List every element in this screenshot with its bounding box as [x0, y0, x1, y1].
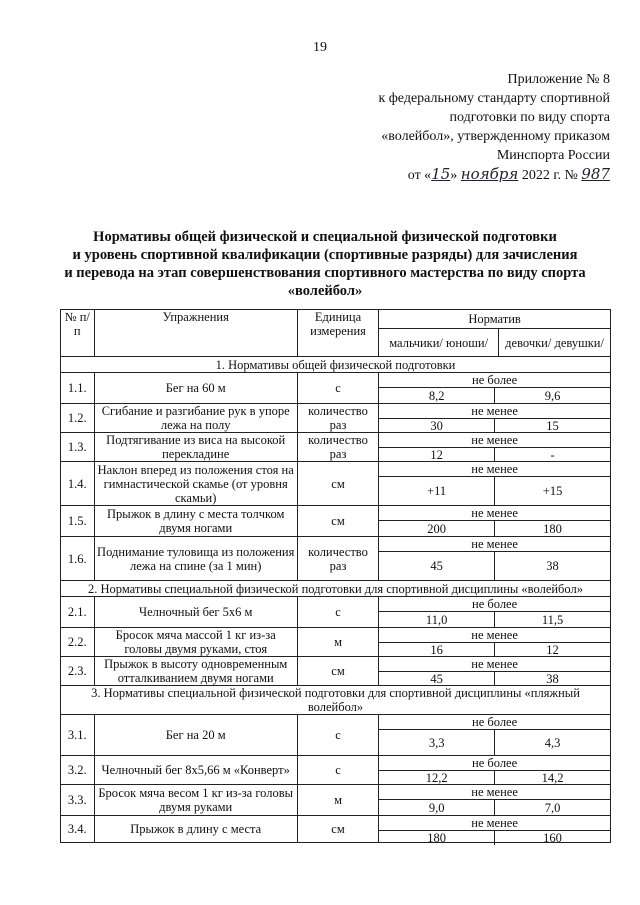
- value-girls: 160: [543, 831, 562, 845]
- value-boys: 180: [379, 831, 495, 845]
- unit-cell: с: [297, 715, 378, 756]
- row-number: 1.5.: [61, 506, 95, 537]
- date-prefix: от «: [407, 168, 432, 183]
- value-girls: 14,2: [541, 771, 564, 785]
- unit-cell: см: [297, 462, 378, 506]
- header-num: № п/п: [61, 310, 95, 357]
- value-girls: 9,6: [544, 388, 561, 403]
- exercise-cell: Челночный бег 5х6 м: [94, 597, 297, 628]
- norm-cell: [379, 756, 611, 785]
- exercise-cell: Бег на 20 м: [94, 715, 297, 756]
- exercise-cell: Бросок мяча весом 1 кг из-за головы двумя руками: [94, 785, 297, 816]
- row-number: 3.3.: [61, 785, 95, 816]
- appendix-line: «волейбол», утвержденному приказом: [381, 129, 610, 144]
- norm-condition: не более: [379, 756, 610, 771]
- exercise-cell: Прыжок в высоту одновременным отталкиванием двумя ногами: [94, 657, 297, 686]
- value-girls: +15: [542, 484, 563, 498]
- exercise-cell: Подтягивание из виса на высокой перекладине: [94, 433, 297, 462]
- appendix-date-line: [310, 165, 610, 185]
- table-row: [61, 657, 611, 686]
- value-boys: 45: [379, 672, 495, 686]
- document-title: [40, 228, 610, 300]
- exercise-cell: Прыжок в длину с места толчком двумя ногами: [94, 506, 297, 537]
- norm-condition: не более: [379, 597, 610, 612]
- row-number: 3.4.: [61, 816, 95, 843]
- norm-cell: [379, 373, 611, 404]
- value-boys: 12,2: [379, 771, 495, 785]
- header-unit: Единица измерения: [297, 310, 378, 357]
- row-number: 3.1.: [61, 715, 95, 756]
- unit-cell: м: [297, 785, 378, 816]
- row-number: 1.6.: [61, 537, 95, 581]
- table-row: [61, 756, 611, 785]
- value-boys: 45: [379, 552, 495, 580]
- unit-cell: количество раз: [297, 404, 378, 433]
- value-girls: 15: [546, 419, 559, 433]
- row-number: 2.3.: [61, 657, 95, 686]
- value-boys: 9,0: [379, 800, 495, 815]
- unit-cell: см: [297, 506, 378, 537]
- value-girls: 180: [543, 521, 562, 536]
- unit-cell: количество раз: [297, 433, 378, 462]
- table-row: [61, 404, 611, 433]
- table-row: [61, 785, 611, 816]
- date-mid: »: [450, 168, 461, 183]
- norm-cell: [379, 404, 611, 433]
- value-boys: 16: [379, 643, 495, 657]
- norm-cell: [379, 537, 611, 581]
- appendix-line: к федеральному стандарту спортивной: [378, 91, 610, 106]
- norms-table: [60, 309, 611, 843]
- norm-condition: не менее: [379, 506, 610, 521]
- value-boys: 12: [379, 448, 495, 462]
- title-line: Нормативы общей физической и специальной физической подготовки: [93, 229, 557, 245]
- section-row: [61, 357, 611, 373]
- handwritten-day: 15: [431, 165, 451, 183]
- page-number: 19: [313, 40, 327, 55]
- header-girls: девочки/ девушки/: [499, 329, 611, 357]
- unit-cell: с: [297, 756, 378, 785]
- value-boys: 3,3: [379, 730, 495, 755]
- value-girls: 38: [546, 672, 559, 686]
- norm-cell: [379, 462, 611, 506]
- row-number: 1.1.: [61, 373, 95, 404]
- value-girls: 11,5: [541, 612, 564, 627]
- appendix-header: [310, 70, 610, 185]
- norm-condition: не более: [379, 373, 610, 388]
- value-boys: 30: [379, 419, 495, 433]
- section-row: [61, 581, 611, 597]
- norm-condition: не менее: [379, 462, 610, 477]
- table-row: [61, 537, 611, 581]
- norm-cell: [379, 506, 611, 537]
- title-line: «волейбол»: [287, 283, 363, 299]
- unit-cell: с: [297, 373, 378, 404]
- section-title: 3. Нормативы специальной физической подготовки для спортивной дисциплины «пляжный волейбол»: [61, 686, 611, 715]
- row-number: 1.3.: [61, 433, 95, 462]
- title-line: и перевода на этап совершенствования спортивного мастерства по виду спорта: [64, 265, 586, 281]
- value-girls: -: [550, 448, 555, 462]
- value-boys: 11,0: [379, 612, 495, 627]
- row-number: 3.2.: [61, 756, 95, 785]
- norm-cell: [379, 433, 611, 462]
- value-girls: 4,3: [544, 735, 561, 750]
- appendix-line: Минспорта России: [496, 148, 610, 163]
- norm-condition: не менее: [379, 816, 610, 831]
- table-row: [61, 373, 611, 404]
- exercise-cell: Поднимание туловища из положения лежа на спине (за 1 мин): [94, 537, 297, 581]
- row-number: 1.4.: [61, 462, 95, 506]
- norm-cell: [379, 785, 611, 816]
- norm-cell: [379, 628, 611, 657]
- value-girls: 38: [546, 559, 559, 573]
- date-year: 2022 г. №: [518, 168, 582, 183]
- value-boys: 8,2: [379, 388, 495, 403]
- unit-cell: м: [297, 628, 378, 657]
- appendix-line: Приложение № 8: [507, 72, 610, 87]
- section-title: 2. Нормативы специальной физической подготовки для спортивной дисциплины «волейбол»: [61, 581, 611, 597]
- section-row: [61, 686, 611, 715]
- exercise-cell: Наклон вперед из положения стоя на гимнастической скамье (от уровня скамьи): [94, 462, 297, 506]
- norm-condition: не менее: [379, 404, 610, 419]
- norm-cell: [379, 816, 611, 843]
- unit-cell: см: [297, 657, 378, 686]
- table-row: [61, 816, 611, 843]
- value-boys: 200: [379, 521, 495, 536]
- unit-cell: см: [297, 816, 378, 843]
- norm-condition: не менее: [379, 628, 610, 643]
- norm-condition: не менее: [379, 537, 610, 552]
- table-row: [61, 715, 611, 756]
- value-girls: 7,0: [544, 800, 561, 815]
- row-number: 2.1.: [61, 597, 95, 628]
- header-boys: мальчики/ юноши/: [379, 329, 499, 357]
- handwritten-month: ноября: [460, 165, 519, 183]
- row-number: 1.2.: [61, 404, 95, 433]
- value-girls: 12: [546, 643, 559, 657]
- norm-condition: не менее: [379, 785, 610, 800]
- appendix-line: подготовки по виду спорта: [449, 110, 610, 125]
- exercise-cell: Бег на 60 м: [94, 373, 297, 404]
- section-title: 1. Нормативы общей физической подготовки: [61, 357, 611, 373]
- exercise-cell: Челночный бег 8х5,66 м «Конверт»: [94, 756, 297, 785]
- header-row: [61, 310, 611, 329]
- header-exercise: Упражнения: [94, 310, 297, 357]
- table-row: [61, 462, 611, 506]
- exercise-cell: Сгибание и разгибание рук в упоре лежа на полу: [94, 404, 297, 433]
- table-row: [61, 506, 611, 537]
- norm-condition: не более: [379, 715, 610, 730]
- table-row: [61, 628, 611, 657]
- unit-cell: количество раз: [297, 537, 378, 581]
- norm-cell: [379, 715, 611, 756]
- exercise-cell: Бросок мяча массой 1 кг из-за головы двумя руками, стоя: [94, 628, 297, 657]
- norm-condition: не менее: [379, 657, 610, 672]
- title-line: и уровень спортивной квалификации (спортивные разряды) для зачисления: [72, 247, 578, 263]
- norm-cell: [379, 657, 611, 686]
- table-row: [61, 433, 611, 462]
- norm-cell: [379, 597, 611, 628]
- value-boys: +11: [379, 477, 495, 505]
- table-row: [61, 597, 611, 628]
- header-norm: Норматив: [379, 310, 611, 329]
- row-number: 2.2.: [61, 628, 95, 657]
- handwritten-number: 987: [581, 165, 610, 183]
- exercise-cell: Прыжок в длину с места: [94, 816, 297, 843]
- unit-cell: с: [297, 597, 378, 628]
- norm-condition: не менее: [379, 433, 610, 448]
